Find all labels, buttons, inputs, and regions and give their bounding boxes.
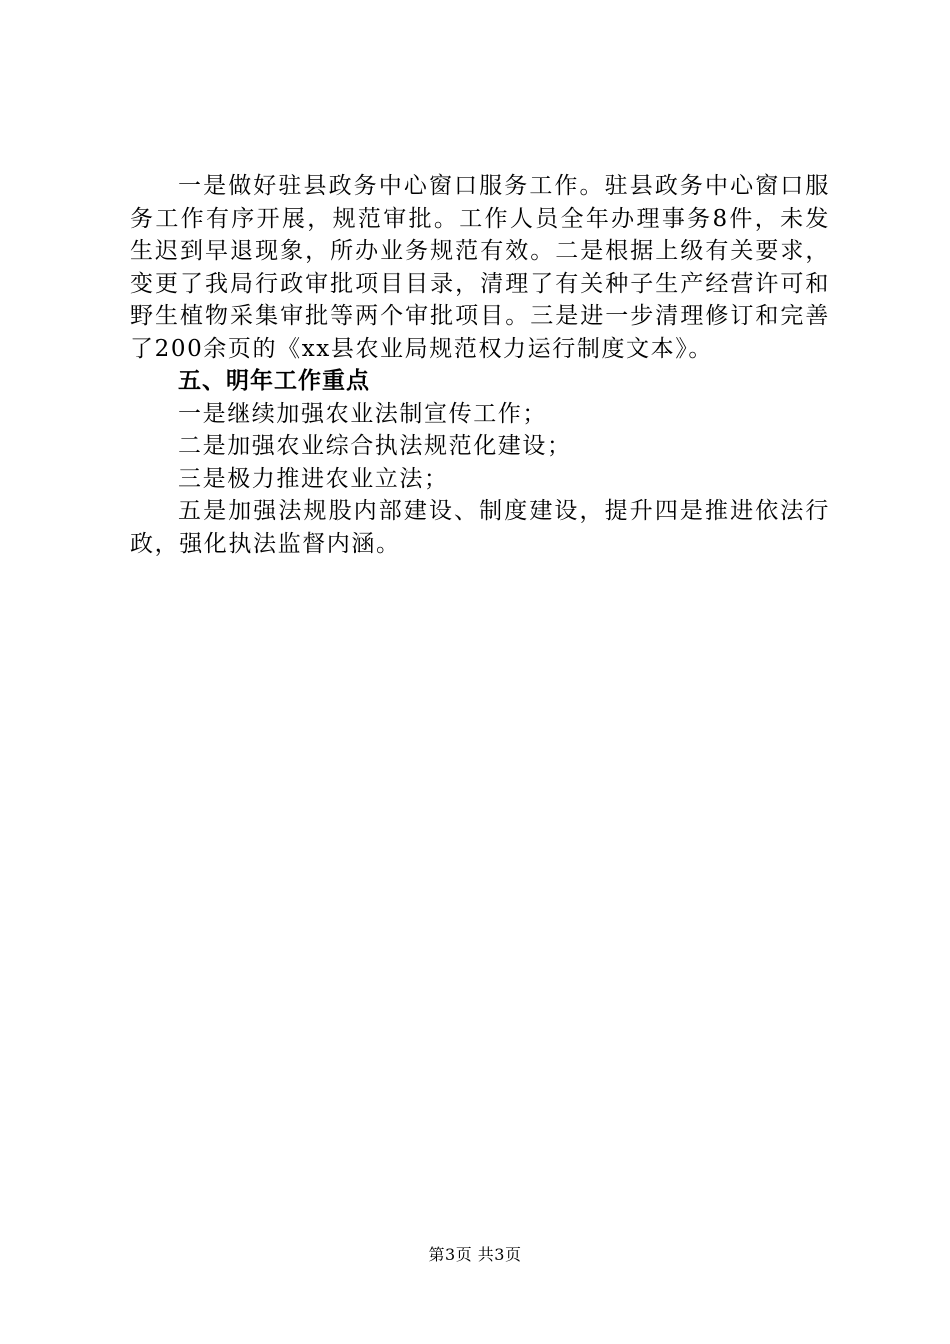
plan-item-1: 一是继续加强农业法制宣传工作； bbox=[178, 400, 547, 427]
plan-item-2: 二是加强农业综合执法规范化建设； bbox=[178, 433, 572, 459]
plan-item-4: 五是加强法规股内部建设、制度建设，提升四是推进依法行政，强化执法监督内涵。 bbox=[130, 498, 830, 557]
page-footer: 第3页 共3页 bbox=[428, 1245, 522, 1264]
plan-item-3: 三是极力推进农业立法； bbox=[178, 465, 449, 492]
document-body bbox=[130, 170, 830, 560]
body-paragraph: 一是做好驻县政务中心窗口服务工作。驻县政务中心窗口服务工作有序开展，规范审批。工作人员全年办理事务8件，未发生迟到早退现象，所办业务规范有效。二是根据上级有关要求，变更了我局行政审批项目目录，清理了有关种子生产经营许可和野生植物采集审批等两个审批项目。三是进一步清理修订和完善了200余页的《xx县农业局规范权力运行制度文本》。 bbox=[130, 173, 830, 362]
section-heading: 五、明年工作重点 bbox=[178, 368, 370, 394]
